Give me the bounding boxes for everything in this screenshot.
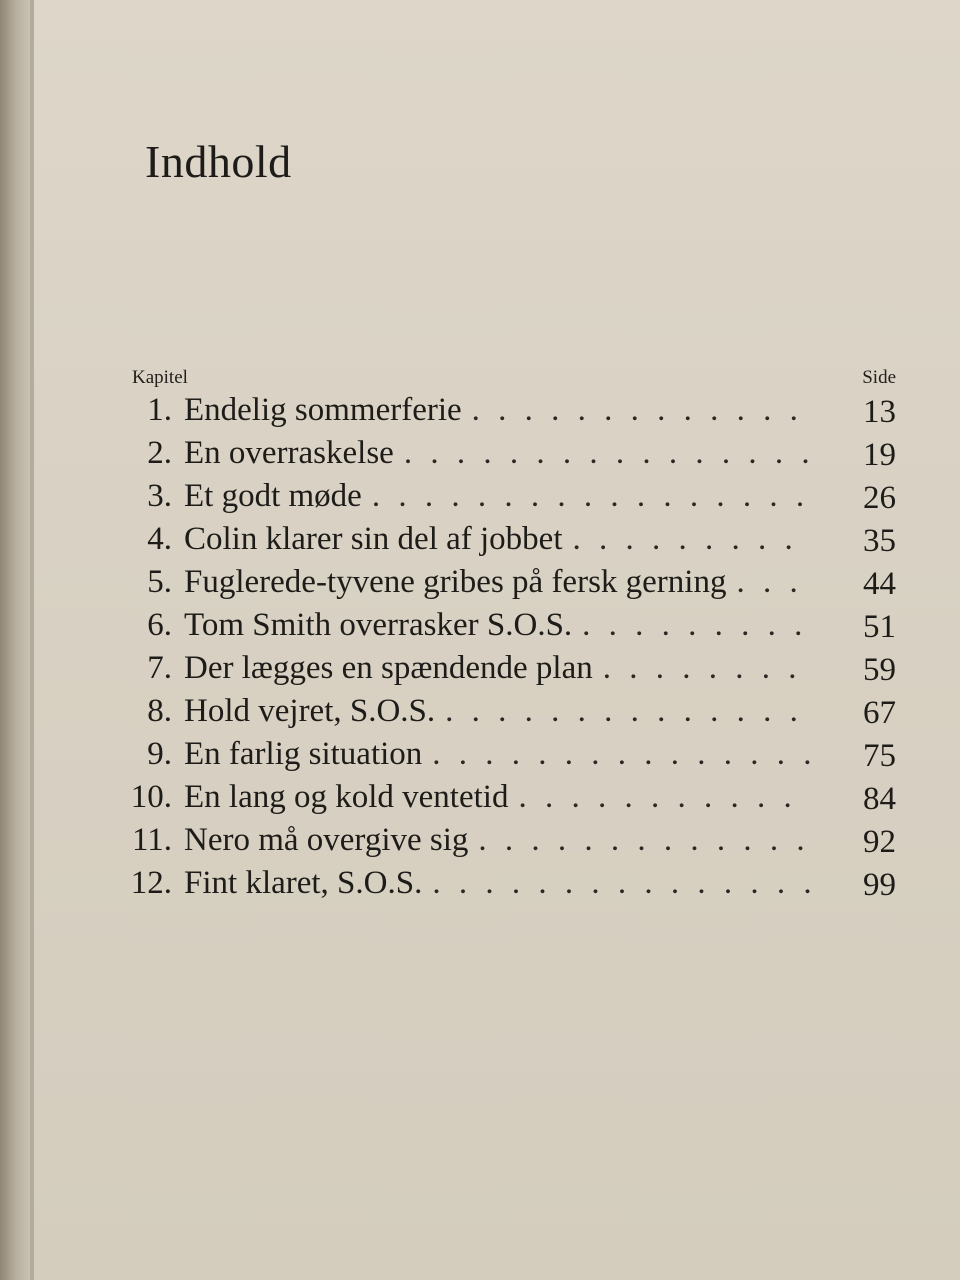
dot-leader	[603, 650, 810, 687]
dot-leader	[518, 779, 810, 816]
dot-leader	[478, 822, 810, 859]
dot-leader	[432, 865, 810, 902]
chapter-number: 4.	[147, 521, 172, 557]
toc-entry	[0, 734, 960, 777]
chapter-number: 11.	[131, 822, 172, 858]
chapter-column-label: Kapitel	[132, 367, 188, 388]
chapter-number: 7.	[147, 650, 172, 686]
toc-entry	[0, 777, 960, 820]
toc-entry	[0, 519, 960, 562]
chapter-number: 1.	[147, 392, 172, 428]
chapter-title: Fint klaret, S.O.S.	[184, 865, 423, 901]
chapter-title: Tom Smith overrasker S.O.S.	[184, 607, 573, 643]
chapter-page: 26	[863, 480, 896, 516]
page-title: Indhold	[145, 136, 292, 187]
toc-entry	[0, 433, 960, 476]
chapter-title: Nero må overgive sig	[184, 822, 469, 858]
page-column-label: Side	[862, 367, 896, 388]
chapter-title: Colin klarer sin del af jobbet	[184, 521, 563, 557]
toc-entry	[0, 863, 960, 906]
chapter-title: Fuglerede-tyvene gribes på fersk gerning	[184, 564, 727, 600]
chapter-page: 44	[863, 566, 896, 602]
toc-entry	[0, 476, 960, 519]
chapter-number: 8.	[147, 693, 172, 729]
toc-entry	[0, 820, 960, 863]
chapter-number: 5.	[147, 564, 172, 600]
dot-leader	[472, 392, 810, 429]
chapter-number: 2.	[147, 435, 172, 471]
chapter-page: 75	[863, 738, 896, 774]
toc-entry	[0, 562, 960, 605]
dot-leader	[372, 478, 810, 515]
dot-leader	[432, 736, 810, 773]
dot-leader	[404, 435, 810, 472]
chapter-number: 6.	[147, 607, 172, 643]
toc-entry	[0, 605, 960, 648]
chapter-page: 51	[863, 609, 896, 645]
chapter-title: En lang og kold ventetid	[184, 779, 509, 815]
chapter-number: 10.	[130, 779, 172, 815]
table-of-contents	[0, 390, 960, 906]
chapter-number: 9.	[147, 736, 172, 772]
toc-entry	[0, 648, 960, 691]
chapter-page: 13	[863, 394, 896, 430]
chapter-page: 19	[863, 437, 896, 473]
chapter-number: 12.	[130, 865, 172, 901]
dot-leader	[573, 521, 811, 558]
dot-leader	[582, 607, 810, 644]
chapter-title: Endelig sommerferie	[184, 392, 462, 428]
chapter-title: Der lægges en spændende plan	[184, 650, 593, 686]
toc-entry	[0, 691, 960, 734]
dot-leader	[445, 693, 810, 730]
chapter-page: 84	[863, 781, 896, 817]
chapter-page: 59	[863, 652, 896, 688]
toc-entry	[0, 390, 960, 433]
chapter-number: 3.	[147, 478, 172, 514]
chapter-title: Et godt møde	[184, 478, 362, 514]
chapter-title: Hold vejret, S.O.S.	[184, 693, 436, 729]
chapter-page: 99	[863, 867, 896, 903]
chapter-page: 92	[863, 824, 896, 860]
chapter-page: 67	[863, 695, 896, 731]
chapter-title: En farlig situation	[184, 736, 423, 772]
chapter-title: En overraskelse	[184, 435, 394, 471]
chapter-page: 35	[863, 523, 896, 559]
dot-leader	[736, 564, 810, 601]
